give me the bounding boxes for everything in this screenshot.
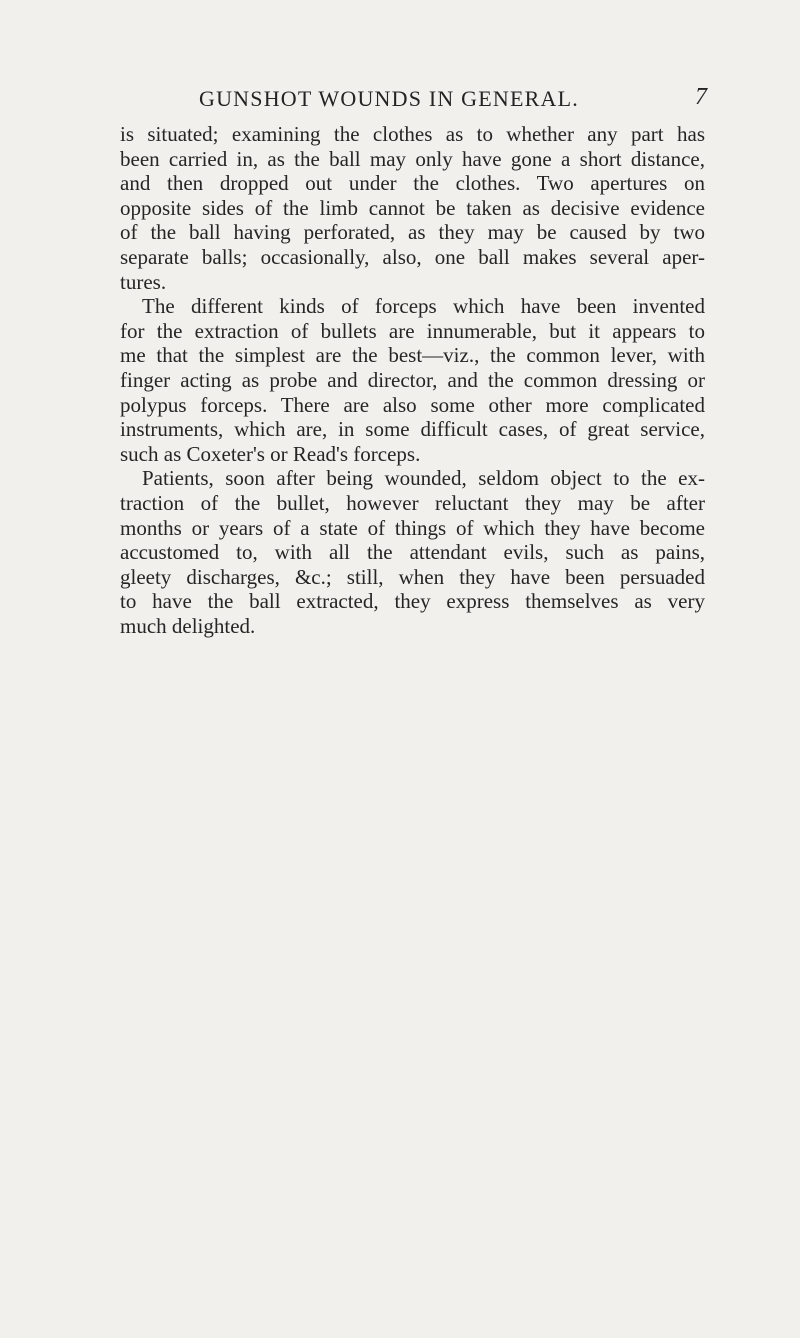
text-line: and then dropped out under the clothes. Two apertures on bbox=[120, 171, 705, 196]
text-line: polypus forceps. There are also some other more complicated bbox=[120, 392, 705, 417]
text-line: gleety discharges, &c.; still, when they have been persuaded bbox=[120, 564, 705, 589]
text-line: Patients, soon after being wounded, seldom object to the ex- bbox=[142, 466, 705, 491]
text-line: to have the ball extracted, they express themselves as very bbox=[120, 589, 705, 614]
paragraph-continuation bbox=[120, 122, 705, 294]
text-line: traction of the bullet, however reluctant they may be after bbox=[120, 490, 705, 515]
running-head bbox=[199, 86, 707, 116]
text-line: opposite sides of the limb cannot be taken as decisive evidence bbox=[120, 195, 705, 220]
text-line: for the extraction of bullets are innumerable, but it appears to bbox=[120, 318, 705, 343]
text-line: finger acting as probe and director, and the common dressing or bbox=[120, 367, 705, 392]
text-line: been carried in, as the ball may only have gone a short distance, bbox=[120, 146, 705, 171]
body-text bbox=[120, 122, 705, 638]
text-line: much delighted. bbox=[120, 613, 256, 638]
paragraph-forceps bbox=[120, 294, 705, 466]
page-number: 7 bbox=[695, 84, 707, 110]
text-line: is situated; examining the clothes as to whether any part has bbox=[120, 122, 705, 146]
text-line: me that the simplest are the best—viz., the common lever, with bbox=[120, 343, 705, 368]
text-line: such as Coxeter's or Read's forceps. bbox=[120, 441, 421, 466]
running-title: GUNSHOT WOUNDS IN GENERAL. bbox=[199, 86, 579, 111]
text-line: of the ball having perforated, as they may be caused by two bbox=[120, 220, 705, 245]
text-line: The different kinds of forceps which have been invented bbox=[142, 294, 705, 319]
text-line: months or years of a state of things of which they have become bbox=[120, 515, 705, 540]
text-line: separate balls; occasionally, also, one ball makes several aper- bbox=[120, 244, 705, 269]
text-line: instruments, which are, in some difficult cases, of great service, bbox=[120, 417, 705, 442]
text-line: tures. bbox=[120, 269, 167, 294]
paragraph-patients bbox=[120, 466, 705, 638]
text-line: accustomed to, with all the attendant evils, such as pains, bbox=[120, 540, 705, 565]
